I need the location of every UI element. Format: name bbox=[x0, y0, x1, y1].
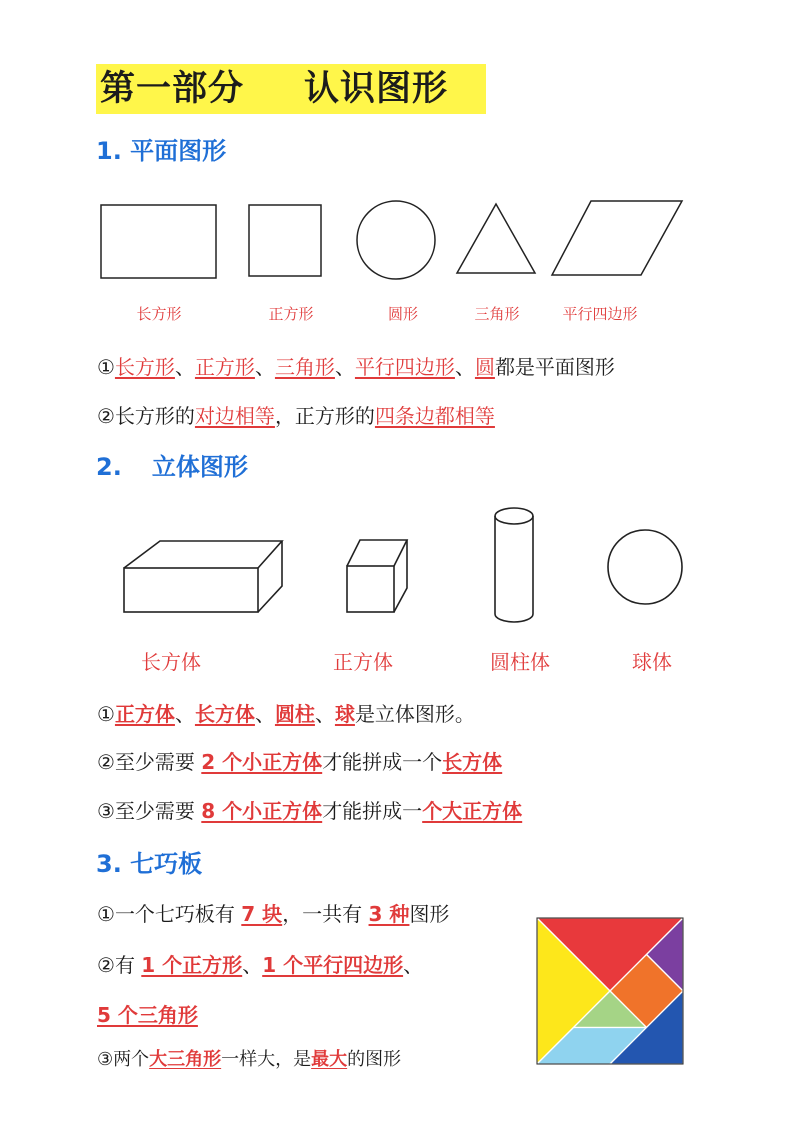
sentence-text: ，一共有 bbox=[282, 902, 369, 926]
sentence-tail: 是立体图形。 bbox=[354, 702, 475, 726]
tangram-figure bbox=[537, 918, 683, 1064]
answer-square-count: 1 个正方形 bbox=[141, 953, 243, 977]
separator: 、 bbox=[174, 355, 195, 379]
answer-pieces: 7 块 bbox=[241, 902, 283, 926]
answer-count: 2 个小正方体 bbox=[201, 750, 323, 774]
item-number: ② bbox=[97, 750, 115, 774]
item-number: ① bbox=[97, 702, 115, 726]
answer-rectangle: 长方形 bbox=[114, 355, 175, 379]
item-number: ② bbox=[97, 404, 115, 428]
sentence-text: 一个七巧板有 bbox=[114, 902, 242, 926]
cube-shape bbox=[347, 540, 407, 612]
label-rectangle: 长方形 bbox=[136, 305, 182, 323]
sentence-text: 有 bbox=[114, 953, 142, 977]
answer-cube: 正方体 bbox=[114, 702, 175, 726]
tangram-fact-2 bbox=[97, 950, 423, 980]
section-title: 立体图形 bbox=[151, 453, 248, 481]
sentence-text: 两个 bbox=[113, 1049, 150, 1070]
answer-big-triangles: 大三角形 bbox=[149, 1049, 222, 1070]
separator: 、 bbox=[254, 702, 275, 726]
sentence-tail: 的图形 bbox=[347, 1049, 402, 1070]
item-number: ① bbox=[97, 355, 115, 379]
title-part: 第一部分 bbox=[100, 69, 245, 109]
answer-triangle-count: 5 个三角形 bbox=[97, 1003, 198, 1027]
answer-cuboid: 长方体 bbox=[194, 702, 255, 726]
solid-fact-2 bbox=[97, 747, 502, 777]
separator: 、 bbox=[254, 355, 275, 379]
section-heading-tangram: 3. 七巧板 bbox=[96, 850, 203, 878]
answer-opposite-sides: 对边相等 bbox=[194, 404, 275, 428]
cuboid-shape bbox=[124, 541, 282, 612]
solid-fact-3 bbox=[97, 796, 522, 826]
answer-sphere: 球 bbox=[334, 702, 355, 726]
sentence-text: 才能拼成一个 bbox=[322, 750, 443, 774]
sentence-tail: 图形 bbox=[409, 902, 450, 926]
cylinder-shape bbox=[495, 508, 533, 622]
tangram-fact-3 bbox=[97, 1045, 401, 1075]
answer-largest: 最大 bbox=[311, 1049, 348, 1070]
label-triangle: 三角形 bbox=[474, 305, 520, 323]
tangram-fact-1 bbox=[97, 899, 449, 929]
sphere-shape bbox=[608, 530, 682, 604]
answer-cylinder: 圆柱 bbox=[274, 702, 315, 726]
section-heading-plane: 1. 平面图形 bbox=[96, 137, 227, 165]
solid-fact-1 bbox=[97, 699, 475, 729]
title-topic: 认识图形 bbox=[304, 69, 449, 109]
sentence-text: 才能拼成一 bbox=[322, 799, 423, 823]
sentence-text: 至少需要 bbox=[114, 750, 202, 774]
answer-count: 8 个小正方体 bbox=[201, 799, 323, 823]
separator: 、 bbox=[334, 355, 355, 379]
label-square: 正方形 bbox=[268, 305, 314, 323]
answer-kinds: 3 种 bbox=[368, 902, 410, 926]
separator: 、 bbox=[314, 702, 335, 726]
answer-result: 长方体 bbox=[442, 750, 503, 774]
answer-square: 正方形 bbox=[194, 355, 255, 379]
answer-parallelogram: 平行四边形 bbox=[354, 355, 455, 379]
label-cuboid: 长方体 bbox=[141, 650, 201, 674]
item-number: ② bbox=[97, 953, 115, 977]
label-cylinder: 圆柱体 bbox=[490, 650, 550, 674]
sentence-text: ，正方形的 bbox=[274, 404, 375, 428]
label-sphere: 球体 bbox=[632, 650, 672, 674]
section-number: 2. bbox=[96, 453, 122, 481]
item-number: ③ bbox=[97, 799, 115, 823]
sentence-text: 长方形的 bbox=[114, 404, 195, 428]
sentence-text: 至少需要 bbox=[114, 799, 202, 823]
separator: 、 bbox=[403, 953, 424, 977]
separator: 、 bbox=[454, 355, 475, 379]
answer-parallelogram-count: 1 个平行四边形 bbox=[262, 953, 404, 977]
item-number: ③ bbox=[97, 1049, 114, 1070]
label-parallelogram: 平行四边形 bbox=[562, 305, 638, 323]
label-cube: 正方体 bbox=[333, 650, 393, 674]
label-circle: 圆形 bbox=[387, 305, 418, 323]
answer-triangle: 三角形 bbox=[274, 355, 335, 379]
tangram-fact-2-cont bbox=[97, 1000, 198, 1030]
item-number: ① bbox=[97, 902, 115, 926]
separator: 、 bbox=[174, 702, 195, 726]
sentence-text: 一样大，是 bbox=[221, 1049, 312, 1070]
answer-circle: 圆 bbox=[474, 355, 495, 379]
answer-four-sides: 四条边都相等 bbox=[374, 404, 495, 428]
separator: 、 bbox=[242, 953, 263, 977]
sentence-tail: 都是平面图形 bbox=[494, 355, 615, 379]
answer-result: 个大正方体 bbox=[422, 799, 523, 823]
